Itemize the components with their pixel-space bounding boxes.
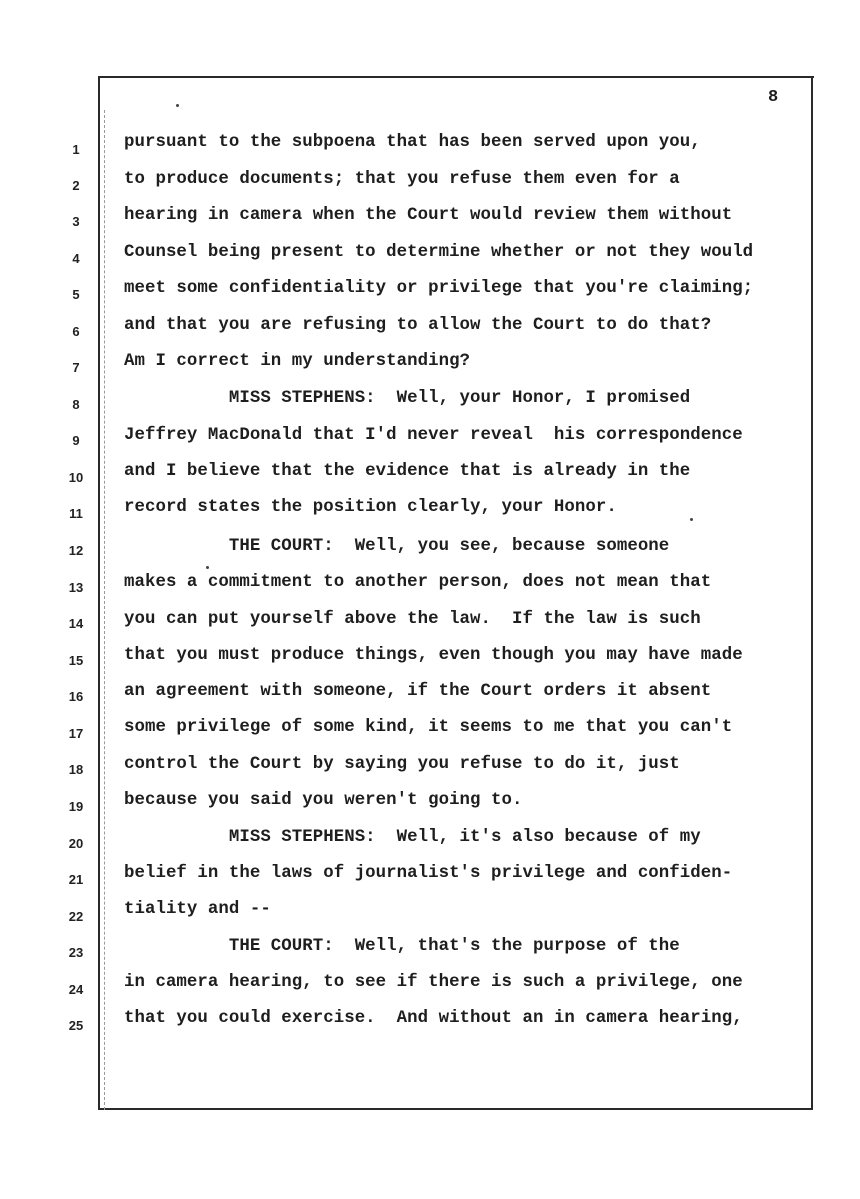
transcript-line: an agreement with someone, if the Court orders it absent — [124, 682, 712, 701]
transcript-line: and I believe that the evidence that is already in the — [124, 462, 691, 481]
transcript-line: you can put yourself above the law. If the law is such — [124, 610, 701, 629]
transcript-line: meet some confidentiality or privilege that you're claiming; — [124, 279, 754, 298]
frame-right-rule — [811, 77, 813, 1109]
line-number: 1 — [72, 142, 80, 157]
line-number: 16 — [68, 689, 84, 704]
transcript-line: hearing in camera when the Court would review them without — [124, 206, 733, 225]
transcript-line: Counsel being present to determine whether or not they would — [124, 243, 754, 262]
line-number: 12 — [68, 543, 84, 558]
line-number: 11 — [69, 506, 83, 521]
line-number: 19 — [68, 799, 84, 814]
line-number: 17 — [68, 726, 84, 741]
speck — [176, 104, 179, 107]
line-number: 3 — [72, 214, 80, 229]
transcript-line: some privilege of some kind, it seems to me that you can't — [124, 718, 733, 737]
transcript-line: THE COURT: Well, that's the purpose of the — [124, 937, 680, 956]
line-number: 4 — [72, 251, 80, 266]
frame-top-rule — [98, 76, 814, 78]
transcript-line: in camera hearing, to see if there is such a privilege, one — [124, 973, 743, 992]
transcript-line: to produce documents; that you refuse them even for a — [124, 170, 680, 189]
frame-left-rule — [98, 76, 100, 1110]
transcript-line: MISS STEPHENS: Well, it's also because of my — [124, 828, 701, 847]
transcript-line: tiality and -- — [124, 900, 271, 919]
line-number: 14 — [68, 616, 84, 631]
transcript-line: because you said you weren't going to. — [124, 791, 523, 810]
transcript-line: MISS STEPHENS: Well, your Honor, I promised — [124, 389, 691, 408]
transcript-line: THE COURT: Well, you see, because someone — [124, 537, 670, 556]
line-number: 18 — [68, 762, 84, 777]
line-number: 9 — [72, 433, 80, 448]
line-number: 6 — [72, 324, 80, 339]
line-number: 25 — [68, 1018, 84, 1033]
transcript-line: makes a commitment to another person, does not mean that — [124, 573, 712, 592]
transcript-line: control the Court by saying you refuse to do it, just — [124, 755, 680, 774]
line-number-margin-rule — [104, 110, 105, 1110]
page-number: 8 — [768, 88, 779, 107]
transcript-line: that you must produce things, even though you may have made — [124, 646, 743, 665]
speck — [206, 566, 209, 569]
transcript-line: and that you are refusing to allow the Court to do that? — [124, 316, 712, 335]
line-number: 10 — [68, 470, 84, 485]
line-number: 15 — [68, 653, 84, 668]
transcript-line: belief in the laws of journalist's privilege and confiden- — [124, 864, 733, 883]
line-number: 21 — [68, 872, 84, 887]
line-number: 13 — [68, 580, 84, 595]
line-number: 2 — [72, 178, 80, 193]
transcript-line: record states the position clearly, your Honor. — [124, 498, 617, 517]
transcript-line: Am I correct in my understanding? — [124, 352, 471, 371]
transcript-line: that you could exercise. And without an in camera hearing, — [124, 1009, 743, 1028]
frame-bottom-rule — [98, 1108, 813, 1110]
line-number: 5 — [72, 287, 80, 302]
transcript-line: pursuant to the subpoena that has been served upon you, — [124, 133, 701, 152]
line-number: 20 — [68, 836, 84, 851]
speck — [690, 518, 693, 521]
line-number: 8 — [72, 397, 80, 412]
transcript-line: Jeffrey MacDonald that I'd never reveal his correspondence — [124, 426, 743, 445]
line-number: 7 — [72, 360, 80, 375]
line-number: 23 — [68, 945, 84, 960]
line-number: 22 — [68, 909, 84, 924]
line-number: 24 — [68, 982, 84, 997]
